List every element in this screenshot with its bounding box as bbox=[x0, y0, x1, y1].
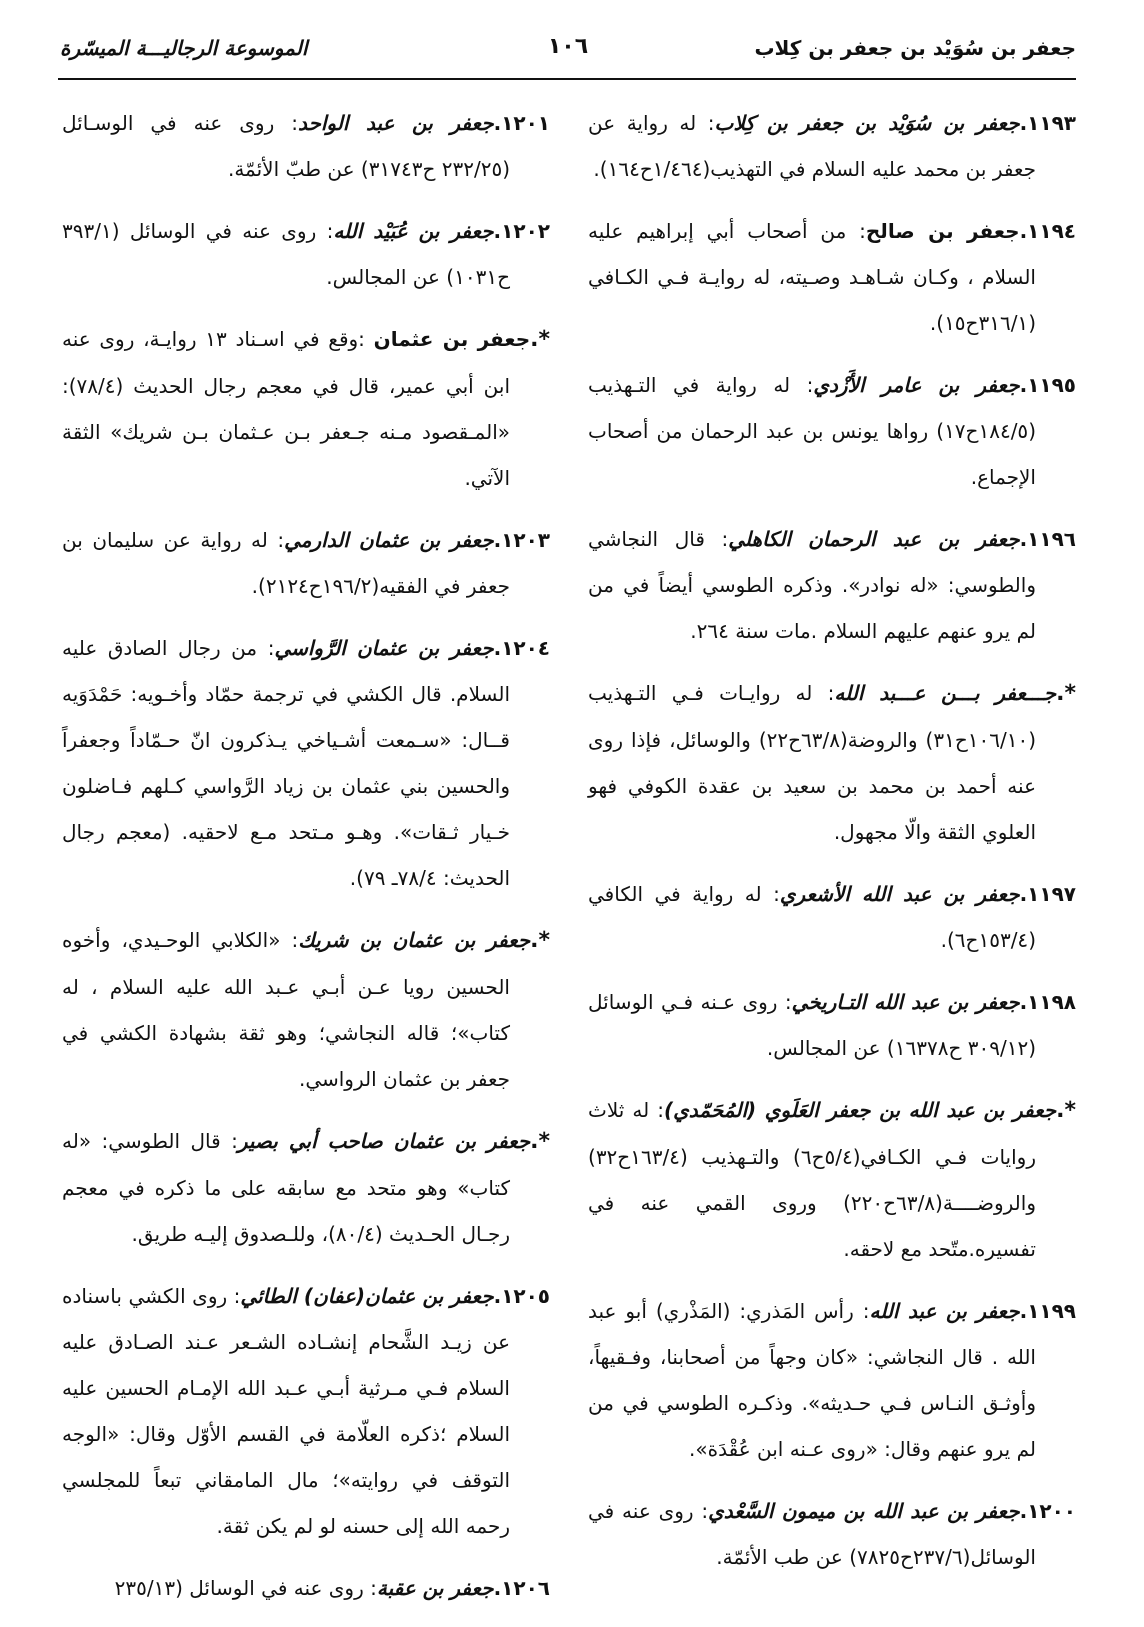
entry-text: : روى عنه في الوسائل(٢٣٧/٦ح٧٨٢٥) عن طب الأئمّة. bbox=[588, 1499, 1036, 1569]
entry-1195: ١١٩٥.جعفر بن عامر الأَزْدي: له رواية في التـهذيب (١٨٤/٥ح١٧) رواها يونس بن عبد الرحمان من أصحاب الإجماع. bbox=[588, 373, 1077, 489]
entry-text: : روى عنه في الوسـائل (٢٣٢/٢٥ ح٣١٧٤٣) عن طبّ الأئمّة. bbox=[62, 111, 510, 181]
entry-1197: ١١٩٧.جعفر بن عبد الله الأشعري: له رواية في الكافي (١٥٣/٤ح٦). bbox=[588, 882, 1076, 952]
entry-text: : روى عـنه فـي الوسائل (٣٠٩/١٢ ح١٦٣٧٨) عن المجالس. bbox=[588, 990, 1036, 1060]
entry-text: : قال النجاشي والطوسي: «له نوادر». وذكره الطوسي أيضاً في من لم يرو عنهم عليهم السلام .مات سنة ٢٦٤. bbox=[588, 527, 1036, 643]
header-divider bbox=[58, 78, 1076, 80]
entry-name: جعفر بن عُبَيْد الله bbox=[333, 219, 494, 243]
entry-name: جعفر بن عثمان bbox=[373, 327, 531, 351]
entry-text: : «الكلابي الوحـيدي، وأخوه الحسين رويا عـن أبـي عـبد الله عليه السلام ، له كتاب»؛ قاله النجاشي؛ وهو ثقة بشهادة الكشي في جعفر بن عثمان الرواسي. bbox=[62, 928, 510, 1091]
entry-text: : له روايـات فـي التـهذيب (١٠٦/١٠ح٣١) والروضة(٦٣/٨ح٢٢) والوسائل، فإذا روى عنه أحمد بن محمد بن سعيد بن عقدة الكوفي فهو العلوي الثقة والّا مجهول. bbox=[588, 681, 1037, 844]
entry-text: : له رواية عن جعفر بن محمد عليه السلام في التهذيب(١/٤٦٤ح١٦٤). bbox=[588, 111, 1036, 181]
entry-1199: ١١٩٩.جعفر بن عبد الله: رأس المَذري: (المَذْري) أبو عبد الله . قال النجاشي: «كان وجهاً من أصحابنا، وفـقيهاً، وأوثـق النـاس فـي حـديثه». وذكـره الطوسي في من لم يرو عنهم وقال: «روى عـنه ابن عُقْدَة». bbox=[588, 1299, 1077, 1461]
entry-text: : له رواية في التـهذيب (١٨٤/٥ح١٧) رواها يونس بن عبد الرحمان من أصحاب الإجماع. bbox=[588, 373, 1036, 489]
entry-name: جعفر بن عبد الواحد bbox=[297, 111, 494, 135]
entry-name: جعفر بن صالح bbox=[865, 219, 1020, 243]
entry-star-alawi: *.جعفر بن عبد الله بن جعفر العَلَوي (المُحَمّدي): له ثلاث روايات فـي الكـافي(٥/٤ح٦) والتـهذيب (١٦٣/٤ح٣٢) والروضــــة(٦٣/٨ح٢٢٠) وروى القمي عنه في تفسيره.متّحد مع لاحقه. bbox=[588, 1098, 1076, 1261]
entry-name: جـــعفر بـــن عـــبد الله bbox=[834, 681, 1057, 705]
entry-name: جعفر بن عبد الله الأشعري bbox=[779, 882, 1020, 906]
entry-1203: ١٢٠٣.جعفر بن عثمان الدارمي: له رواية عن سليمان بن جعفر في الفقيه(١٩٦/٢ح٢١٢٤). bbox=[62, 528, 550, 598]
entry-text: : روى عنه في الوسائل (٣٩٣/١ ح١٠٣١) عن المجالس. bbox=[62, 219, 510, 289]
entry-text: : من أصحاب أبي إبراهيم عليه السلام ، وكـان شـاهـد وصـيته، له روايـة فـي الكـافي (٣١٦/١ح١٥). bbox=[588, 219, 1036, 335]
entry-name: جعفر بن عثمان الرَّواسي bbox=[274, 636, 494, 660]
entry-text: : رأس المَذري: (المَذْري) أبو عبد الله . قال النجاشي: «كان وجهاً من أصحابنا، وفـقيهاً، وأوثـق النـاس فـي حـديثه». وذكـره الطوسي في من لم يرو عنهم وقال: «روى عـنه ابن عُقْدَة». bbox=[588, 1299, 1036, 1461]
entry-1200: ١٢٠٠.جعفر بن عبد الله بن ميمون السَّعْدي: روى عنه في الوسائل(٢٣٧/٦ح٧٨٢٥) عن طب الأئمّة. bbox=[588, 1499, 1077, 1569]
entry-star-jafar-othman: *.جعفر بن عثمان :وقع في اسـناد ١٣ روايـة، روى عنه ابن أبي عمير، قال في معجم رجال الحديث (٧٨/٤): «المـقصود مـنه جـعفر بـن عـثمان بـن شريك» الثقة الآتي. bbox=[62, 327, 550, 490]
entry-name: جعفر بن عبد الرحمان الكاهلي bbox=[728, 527, 1020, 551]
entry-name: جعفر بن عبد الله التـاريخي bbox=[791, 990, 1020, 1014]
entry-text: : له ثلاث روايات فـي الكـافي(٥/٤ح٦) والتـهذيب (١٦٣/٤ح٣٢) والروضــــة(٦٣/٨ح٢٢٠) وروى القمي عنه في تفسيره.متّحد مع لاحقه. bbox=[588, 1098, 1036, 1261]
entry-text: : له رواية في الكافي (١٥٣/٤ح٦). bbox=[588, 882, 1036, 952]
entry-text: : قال الطوسي: «له كتاب» وهو متحد مع سابقه على ما ذكره في معجم رجـال الحـديث (٨٠/٤)، وللـصدوق إليـه طريق. bbox=[62, 1129, 510, 1246]
entry-1194: ١١٩٤.جعفر بن صالح: من أصحاب أبي إبراهيم عليه السلام ، وكـان شـاهـد وصـيته، له روايـة فـي الكـافي (٣١٦/١ح١٥). bbox=[588, 219, 1076, 335]
right-column bbox=[588, 100, 1076, 1596]
entry-star-abi-basir: *.جعفر بن عثمان صاحب أبي بصير: قال الطوسي: «له كتاب» وهو متحد مع سابقه على ما ذكره في معجم رجـال الحـديث (٨٠/٤)، وللـصدوق إليـه طريق. bbox=[62, 1129, 550, 1246]
entry-1196: ١١٩٦.جعفر بن عبد الرحمان الكاهلي: قال النجاشي والطوسي: «له نوادر». وذكره الطوسي أيضاً في من لم يرو عنهم عليهم السلام .مات سنة ٢٦٤. bbox=[588, 527, 1076, 643]
entry-1205: ١٢٠٥.جعفر بن عثمان(عفان) الطائي: روى الكشي باسناده عن زيـد الشَّحام إنشـاده الشـعر عـند الصـادق عليه السلام فـي مـرثية أبـي عـبد الله الإمـام الحسين عليه السلام ؛ذكره العلّامة في القسم الأوّل وقال: «الوجه التوقف في روايته»؛ مال المامقاني تبعاً للمجلسي رحمه الله إلى حسنه لو لم يكن ثقة. bbox=[62, 1284, 551, 1538]
entry-name: جعفر بن عبد الله bbox=[869, 1299, 1020, 1323]
entry-text: : روى عنه في الوسائل (٢٣٥/١٣ bbox=[114, 1576, 377, 1600]
entry-name: جعفر بن عقبة bbox=[376, 1576, 494, 1600]
entry-name: جعفر بن عثمان صاحب أبي بصير bbox=[237, 1129, 531, 1153]
book-title: الموسوعة الرجاليـــة الميسّرة bbox=[60, 36, 308, 60]
entry-name: جعفر بن سُوَيْد بن جعفر بن كِلاب bbox=[714, 111, 1020, 135]
entry-text: : له رواية عن سليمان بن جعفر في الفقيه(١٩٦/٢ح٢١٢٤). bbox=[62, 528, 510, 598]
running-title: جعفر بن سُوَيْد بن جعفر بن كِلاب bbox=[754, 36, 1076, 60]
entry-1202: ١٢٠٢.جعفر بن عُبَيْد الله: روى عنه في الوسائل (٣٩٣/١ ح١٠٣١) عن المجالس. bbox=[62, 219, 550, 289]
entry-star-jafar-abdullah: *.جـــعفر بـــن عـــبد الله: له روايـات فـي التـهذيب (١٠٦/١٠ح٣١) والروضة(٦٣/٨ح٢٢) والوسائل، فإذا روى عنه أحمد بن محمد بن سعيد بن عقدة الكوفي فهو العلوي الثقة والّا مجهول. bbox=[588, 681, 1076, 844]
entry-text: : روى الكشي باسناده عن زيـد الشَّحام إنشـاده الشـعر عـند الصـادق عليه السلام فـي مـرثية أبـي عـبد الله الإمـام الحسين عليه السلام ؛ذكره العلّامة في القسم الأوّل وقال: «الوجه التوقف في روايته»؛ مال المامقاني تبعاً للمجلسي رحمه الله إلى حسنه لو لم يكن ثقة. bbox=[62, 1284, 510, 1538]
page-number: ١٠٦ bbox=[547, 34, 589, 59]
entry-1193: ١١٩٣.جعفر بن سُوَيْد بن جعفر بن كِلاب: له رواية عن جعفر بن محمد عليه السلام في التهذيب(١/٤٦٤ح١٦٤). bbox=[588, 111, 1076, 181]
entry-name: جعفر بن عبد الله بن ميمون السَّعْدي bbox=[708, 1499, 1020, 1523]
entry-star-othman-sharik: *.جعفر بن عثمان بن شريك: «الكلابي الوحـيدي، وأخوه الحسين رويا عـن أبـي عـبد الله عليه السلام ، له كتاب»؛ قاله النجاشي؛ وهو ثقة بشهادة الكشي في جعفر بن عثمان الرواسي. bbox=[62, 928, 551, 1091]
entry-1204: ١٢٠٤.جعفر بن عثمان الرَّواسي: من رجال الصادق عليه السلام. قال الكشي في ترجمة حمّاد وأخـويه: حَمْدَوَيه قــال: «سـمعت أشـياخي يـذكرون انّ حـمّاداً وجعفراً والحسين بني عثمان بن زياد الرَّواسي كـلهم فـاضلون خـيار ثـقات». وهـو مـتحد مـع لاحقيه. (معجم رجال الحديث: ٧٨/٤ـ ٧٩). bbox=[62, 636, 551, 890]
left-column bbox=[62, 100, 550, 1627]
entry-text: : من رجال الصادق عليه السلام. قال الكشي في ترجمة حمّاد وأخـويه: حَمْدَوَيه قــال: «سـمعت أشـياخي يـذكرون انّ حـمّاداً وجعفراً والحسين بني عثمان بن زياد الرَّواسي كـلهم فـاضلون خـيار ثـقات». وهـو مـتحد مـع لاحقيه. (معجم رجال الحديث: ٧٨/٤ـ ٧٩). bbox=[62, 636, 510, 890]
entry-name: جعفر بن عثمان بن شريك bbox=[298, 928, 531, 952]
page-header bbox=[60, 30, 1076, 70]
entry-name: جعفر بن عثمان(عفان) الطائي bbox=[240, 1284, 494, 1308]
entry-name: جعفر بن عامر الأَزْدي bbox=[813, 373, 1020, 397]
entry-1198: ١١٩٨.جعفر بن عبد الله التـاريخي: روى عـنه فـي الوسائل (٣٠٩/١٢ ح١٦٣٧٨) عن المجالس. bbox=[588, 990, 1076, 1060]
entry-1206: ١٢٠٦.جعفر بن عقبة: روى عنه في الوسائل (٢٣٥/١٣ bbox=[114, 1576, 550, 1600]
entry-name: جعفر بن عبد الله بن جعفر العَلَوي (المُحَمّدي) bbox=[664, 1098, 1057, 1122]
entry-name: جعفر بن عثمان الدارمي bbox=[284, 528, 494, 552]
entry-1201: ١٢٠١.جعفر بن عبد الواحد: روى عنه في الوسـائل (٢٣٢/٢٥ ح٣١٧٤٣) عن طبّ الأئمّة. bbox=[62, 111, 550, 181]
entry-text: :وقع في اسـناد ١٣ روايـة، روى عنه ابن أبي عمير، قال في معجم رجال الحديث (٧٨/٤): «المـقصود مـنه جـعفر بـن عـثمان بـن شريك» الثقة الآتي. bbox=[62, 327, 510, 490]
